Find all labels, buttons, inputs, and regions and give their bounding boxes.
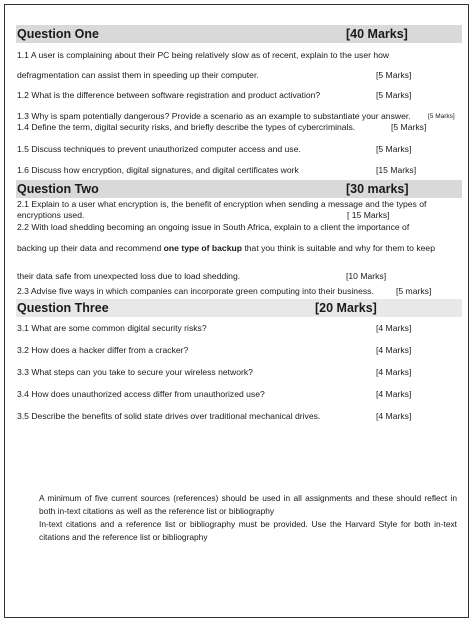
question-3-4-marks: [4 Marks] [376, 389, 412, 399]
question-two-title: Question Two [17, 182, 99, 196]
question-3-4-text: 3.4 How does unauthorized access differ from unauthorized use? [17, 389, 265, 399]
question-2-3-marks: [5 marks] [396, 286, 432, 296]
question-3-1 [16, 323, 462, 334]
question-one-title: Question One [17, 27, 99, 41]
question-1-6-text: 1.6 Discuss how encryption, digital signatures, and digital certificates work [17, 165, 299, 175]
question-2-2-text-line2 [17, 243, 435, 254]
question-3-5 [16, 411, 462, 422]
question-2-2-line2-end: that you think is suitable and why for them to keep [241, 243, 435, 253]
question-3-1-text: 3.1 What are some common digital security risks? [17, 323, 207, 333]
referencing-notes [39, 492, 457, 544]
question-1-2-text: 1.2 What is the difference between software registration and product activation? [17, 90, 321, 100]
question-two-marks: [30 marks] [346, 182, 409, 196]
question-2-2-backup-emphasis: one type of backup [163, 243, 242, 253]
question-1-6 [16, 165, 462, 176]
question-1-1-text-cont: defragmentation can assist them in speeding up their computer. [17, 70, 259, 80]
question-1-5-marks: [5 Marks] [376, 144, 412, 154]
question-2-2-line2 [16, 243, 462, 254]
question-one-marks: [40 Marks] [346, 27, 408, 41]
question-2-2 [16, 222, 462, 233]
question-1-3-marks: [5 Marks] [428, 113, 455, 120]
question-1-5-text: 1.5 Discuss techniques to prevent unauthorized computer access and use. [17, 144, 301, 154]
question-1-2-marks: [5 Marks] [376, 90, 412, 100]
question-1-1-text: 1.1 A user is complaining about their PC being relatively slow as of recent, explain to the user how [17, 50, 390, 60]
question-2-1 [16, 199, 462, 221]
question-2-2-line3 [16, 271, 462, 282]
question-two-header [16, 180, 462, 198]
question-2-1-text: 2.1 Explain to a user what encryption is, the benefit of encryption when sending a message and the types of encryptions used. [17, 199, 427, 220]
question-2-2-line2-start: backing up their data and recommend [17, 243, 164, 253]
question-3-5-text: 3.5 Describe the benefits of solid state drives over traditional mechanical drives. [17, 411, 321, 421]
question-3-2-text: 3.2 How does a hacker differ from a cracker? [17, 345, 189, 355]
question-2-3-text: 2.3 Advise five ways in which companies can incorporate green computing into their business. [17, 286, 374, 296]
question-1-1-cont [16, 70, 462, 81]
question-1-1-marks: [5 Marks] [376, 70, 412, 80]
question-1-4-text: 1.4 Define the term, digital security risks, and briefly describe the types of cybercriminals. [17, 122, 356, 132]
question-1-2 [16, 90, 462, 101]
question-1-6-marks: [15 Marks] [376, 165, 417, 175]
question-3-2 [16, 345, 462, 356]
question-1-5 [16, 144, 462, 155]
question-3-5-marks: [4 Marks] [376, 411, 412, 421]
question-three-title: Question Three [17, 301, 109, 315]
question-2-2-text-line3: their data safe from unexpected loss due to load shedding. [17, 271, 241, 281]
question-3-4 [16, 389, 462, 400]
question-1-4 [16, 122, 462, 133]
question-3-3 [16, 367, 462, 378]
question-one-header [16, 25, 462, 43]
question-3-3-marks: [4 Marks] [376, 367, 412, 377]
assignment-page [4, 4, 469, 618]
question-2-2-marks: [10 Marks] [346, 271, 387, 281]
question-2-2-text-line1: 2.2 With load shedding becoming an ongoing issue in South Africa, explain to a client the importance of [17, 222, 410, 232]
question-2-1-marks: [ 15 Marks] [347, 210, 390, 220]
referencing-note-sources: A minimum of five current sources (references) should be used in all assignments and these should reflect in both in-text citations as well as the reference list or bibliography [39, 493, 457, 516]
question-three-marks: [20 Marks] [315, 301, 377, 315]
question-3-2-marks: [4 Marks] [376, 345, 412, 355]
referencing-note-harvard: In-text citations and a reference list or bibliography must be provided. Use the Harvard Style for both in-text citations and the reference list or bibliography [39, 519, 457, 542]
question-three-header [16, 299, 462, 317]
question-1-1 [16, 50, 462, 61]
question-1-3 [16, 111, 462, 122]
question-3-3-text: 3.3 What steps can you take to secure your wireless network? [17, 367, 253, 377]
question-1-3-text: 1.3 Why is spam potentially dangerous? Provide a scenario as an example to substantiate your answer. [17, 111, 411, 121]
question-1-4-marks: [5 Marks] [391, 122, 427, 132]
questions-container [16, 25, 462, 422]
question-3-1-marks: [4 Marks] [376, 323, 412, 333]
question-2-3 [16, 286, 462, 297]
